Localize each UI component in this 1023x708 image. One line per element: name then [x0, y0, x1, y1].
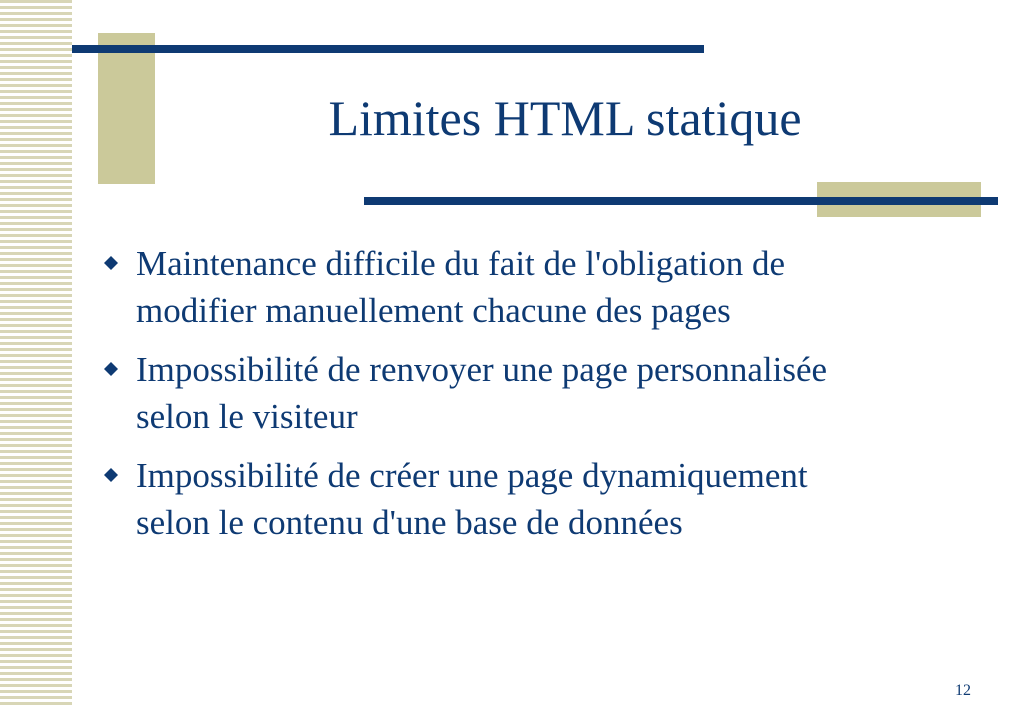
diamond-bullet-icon [104, 256, 118, 270]
left-stripe-decoration [0, 0, 72, 708]
diamond-bullet-icon [104, 468, 118, 482]
bullet-text-line: selon le contenu d'une base de données [136, 503, 683, 542]
bullet-text-line: Maintenance difficile du fait de l'obligation de [136, 244, 786, 283]
bottom-accent-line [364, 197, 998, 205]
bullet-text-line: Impossibilité de créer une page dynamiquement [136, 456, 808, 495]
page-number: 12 [955, 682, 971, 699]
bullet-text-line: modifier manuellement chacune des pages [136, 291, 731, 330]
slide-title: Limites HTML statique [328, 90, 802, 146]
bullet-text-line: Impossibilité de renvoyer une page personnalisée [136, 350, 828, 389]
top-left-accent-block [98, 33, 155, 184]
diamond-bullet-icon [104, 362, 118, 376]
top-accent-line [72, 45, 704, 53]
bullet-item [104, 452, 984, 546]
bullet-list [104, 240, 984, 558]
bullet-item [104, 240, 984, 334]
bullet-item [104, 346, 984, 440]
bullet-text-line: selon le visiteur [136, 397, 358, 436]
